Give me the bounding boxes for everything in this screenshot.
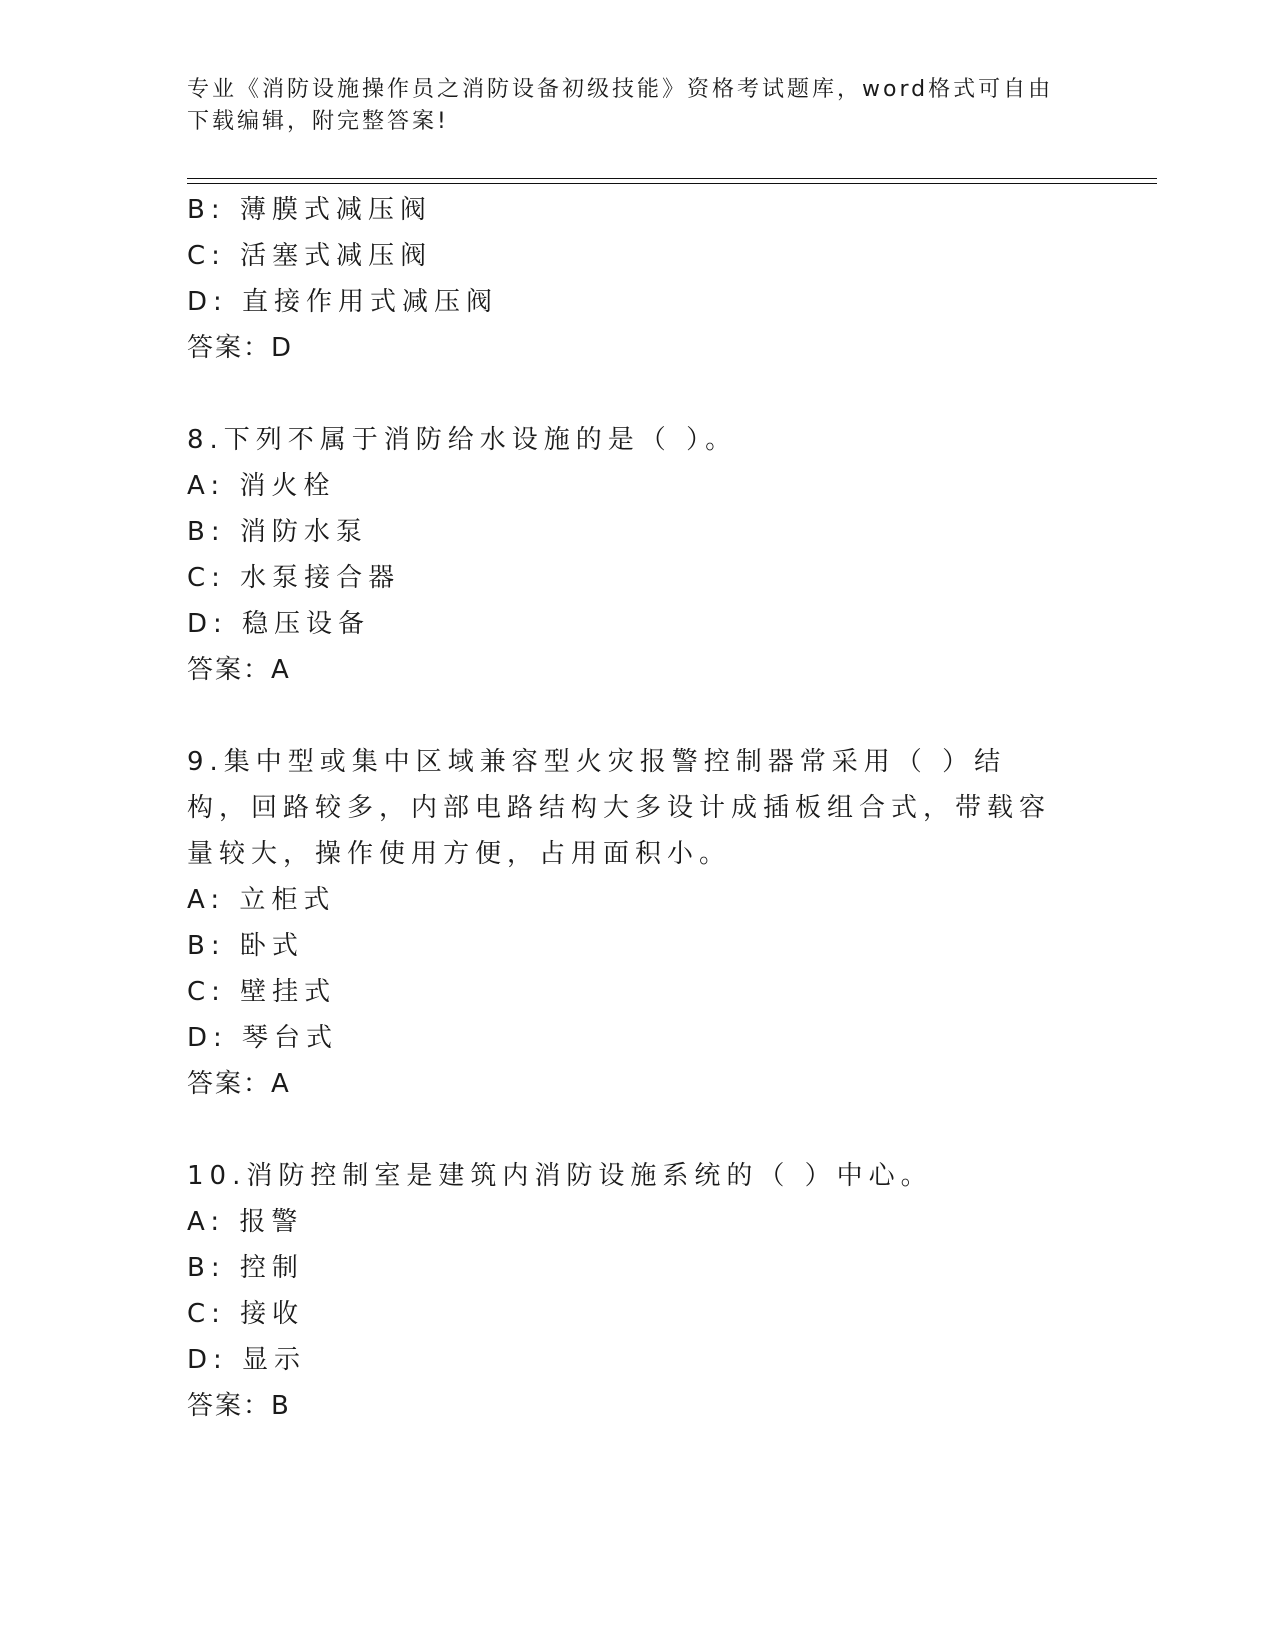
question-stem: 9.集中型或集中区域兼容型火灾报警控制器常采用（ ）结构，回路较多，内部电路结构大多设计成插板组合式，带载容量较大，操作使用方便，占用面积小。 (187, 747, 1052, 869)
option-c: C: 接收 (187, 1299, 305, 1329)
header-rule-top (187, 178, 1157, 179)
question-9 (187, 739, 1077, 1107)
question-stem: 8.下列不属于消防给水设施的是（ ）。 (187, 425, 738, 455)
option-b: B: 控制 (187, 1253, 304, 1283)
answer-line: 答案：B (187, 1391, 291, 1421)
option-c: C: 壁挂式 (187, 977, 337, 1007)
option-d: D: 直接作用式减压阀 (187, 287, 499, 317)
option-b: B: 卧式 (187, 931, 304, 961)
option-b: B: 消防水泵 (187, 517, 368, 547)
option-b: B: 薄膜式减压阀 (187, 195, 432, 225)
option-c: C: 活塞式减压阀 (187, 241, 433, 271)
question-8 (187, 417, 1077, 693)
question-list (187, 187, 1077, 1429)
option-d: D: 琴台式 (187, 1023, 339, 1053)
answer-line: 答案：A (187, 655, 291, 685)
answer-line: 答案：A (187, 1069, 291, 1099)
option-d: D: 稳压设备 (187, 609, 371, 639)
option-d: D: 显示 (187, 1345, 307, 1375)
document-header: 专业《消防设施操作员之消防设备初级技能》资格考试题库，word格式可自由下载编辑，附完整答案! (187, 77, 1054, 134)
answer-line: 答案：D (187, 333, 294, 363)
option-a: A: 报警 (187, 1207, 304, 1237)
option-c: C: 水泵接合器 (187, 563, 401, 593)
question-10 (187, 1153, 1077, 1429)
header-rule-bottom (187, 183, 1157, 184)
option-a: A: 立柜式 (187, 885, 336, 915)
option-a: A: 消火栓 (187, 471, 336, 501)
question-stem: 10.消防控制室是建筑内消防设施系统的（ ）中心。 (187, 1161, 933, 1191)
